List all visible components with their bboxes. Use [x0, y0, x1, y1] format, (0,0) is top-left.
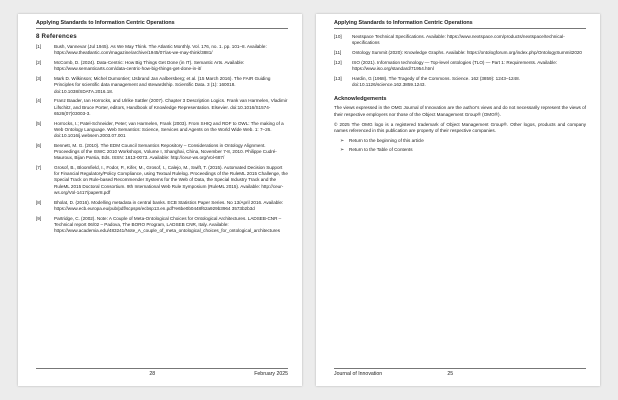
- reference-number: [5]: [36, 120, 42, 126]
- arrow-bullet-icon: ➢: [340, 147, 345, 154]
- reference-item: [36, 216, 288, 235]
- acknowledgements-paragraph: The views expressed in the OMG Journal of Innovation are the author's views and do not necessarily represent the views of their respective employers nor those of the Object Management Group® (OMG®).: [334, 105, 586, 117]
- page-number: 28: [149, 371, 156, 377]
- right-page: [316, 14, 600, 386]
- reference-item: [334, 60, 586, 72]
- reference-number: [13]: [334, 75, 342, 81]
- reference-text: Mark D. Wilkinson; Michel Dumontier; IJsbrand Jan Aalbersberg; et al. (15 March 2016). The FAIR Guiding Principles for scientific data management and stewardship. Scientific Data. 3 (1): 160018. doi:10.1038/SDATA.2016.18.: [54, 76, 271, 94]
- reference-text[interactable]: McComb, D. (2024). Data-Centric: How Big Things Get Done (in IT). Semantic Arts. Available: https://www.semanticarts.com/data-centric-how-big-things-get-done-in-it/: [54, 60, 245, 72]
- reference-number: [9]: [36, 215, 42, 221]
- reference-text[interactable]: Bholat, D. (2016). Modelling metadata in central banks. ECB Statistics Paper Series. No 13/April 2016. Available: https://www.ecb.europa.eu/pub/pdf/scpsps/ecbsp13.en.pdf?e6be0b0448f62a929b3964 3573b2b3d: [54, 199, 284, 211]
- reference-item: [36, 98, 288, 117]
- reference-number: [6]: [36, 142, 42, 148]
- reference-text[interactable]: Grosof, B., Bloomfield, I., Fodor, P., Kifer, M., Grosof, I., Calejo, M., Swift, T. (2015). Automated Decision Support for Financial Regulatory/Policy Compliance, using Textual Rulelog. Proceedings of the RuleML 2015 Challenge, the Special Track on Rule-based Recommender Systems for the Web of Data, the Special Industry Track and the RuleML 2015 Doctoral Consortium. 9th International Web Rule Symposium (RuleML 2015). Available: http://ceur-ws.org/Vol-1417/paper8.pdf: [54, 165, 288, 195]
- reference-list: [36, 44, 288, 234]
- return-article-label[interactable]: Return to the beginning of this article: [349, 138, 424, 144]
- reference-item: [36, 165, 288, 196]
- reference-number: [2]: [36, 60, 42, 66]
- page-content: [334, 34, 586, 157]
- reference-number: [8]: [36, 199, 42, 205]
- reference-text: Hardin, G (1968). The Tragedy of the Commons. Science. 162 (3859): 1243–1248. doi:10.1126/science.162.3859.1243.: [352, 75, 520, 87]
- reference-text[interactable]: ISO (2021). Information technology — Top-level ontologies (TLO) — Part 1: Requirements. Available: https://www.iso.org/standard/71954.html: [352, 59, 558, 71]
- reference-text: Franz Baader, Ian Horrocks, and Ulrike Sattler (2007). Chapter 3 Description Logics. Frank van Harmelen, Vladimir Lifschitz, and Bruce Porter, editors, Handbook of Knowledge Representation. Elsevier. doi:10.1016/S1574-6526(07)03003-3.: [54, 98, 288, 116]
- reference-list: [334, 34, 586, 88]
- page-number: 25: [447, 371, 454, 377]
- return-toc-link[interactable]: [340, 147, 586, 153]
- reference-item: [36, 76, 288, 95]
- acknowledgements-title: Acknowledgements: [334, 96, 387, 103]
- footer-journal: Journal of Innovation: [334, 371, 383, 377]
- reference-number: [12]: [334, 59, 342, 65]
- page-footer: [36, 368, 288, 379]
- section-title: 8 References: [36, 33, 77, 40]
- page-header: Applying Standards to Information Centric Operations: [36, 20, 288, 29]
- reference-number: [4]: [36, 98, 42, 104]
- reference-item: [334, 76, 586, 88]
- reference-item: [36, 44, 288, 56]
- page-header: Applying Standards to Information Centric Operations: [334, 20, 586, 29]
- reference-number: [11]: [334, 50, 342, 55]
- reference-number: [10]: [334, 34, 342, 39]
- reference-item: [334, 34, 586, 46]
- reference-text[interactable]: Nextspace Technical Specifications. Available: https://www.nextspace.com/products/nextspace/technical-specifications: [352, 34, 565, 46]
- arrow-bullet-icon: ➢: [340, 138, 345, 145]
- left-page: [18, 14, 302, 386]
- reference-item: [334, 50, 586, 56]
- return-article-link[interactable]: [340, 138, 586, 144]
- copyright-paragraph: © 2025 The OMG logo is a registered trademark of Object Management Group®. Other logos, products and company names referenced in this publication are property of their respective companies.: [334, 121, 586, 134]
- reference-number: [3]: [36, 76, 42, 82]
- reference-text[interactable]: Bush, Vannevar (Jul 1945). As We May Think. The Atlantic Monthly. Vol. 176, no. 1. pp. 101–8. Available: https://www.theatlantic.com/magazine/archive/1945/07/as-we-may-think/3881/: [54, 44, 267, 56]
- reference-number: [7]: [36, 165, 42, 171]
- page-content: [36, 34, 288, 238]
- reference-text: Horrocks, I.; Patel-Schneider, Peter; van Harmelen, Frank (2003). From SHIQ and RDF to OWL: The making of a Web Ontology Language. Web Semantics: Science, Services and Agents on the World Wide Web. 1: 7–26. doi:10.1016/j.websem.2003.07.001: [54, 120, 284, 139]
- page-footer: [334, 368, 586, 379]
- reference-item: [36, 143, 288, 162]
- reference-item: [36, 200, 288, 212]
- footer-date: February 2025: [254, 371, 288, 377]
- reference-text[interactable]: Bennett, M. G. (2010). The EDM Council Semantics Repository – Considerations in Ontology Alignment. Proceedings of the ISWC 2010 Workshops, Volume I, Shanghai, China, November 7-8, 2010. Philippe Cudré-Mauroux, Bijan Parsia, Eds. ISSN: 1613-0073. Available: http://ceur-ws.org/Vol-687/: [54, 142, 277, 161]
- reference-number: [1]: [36, 44, 42, 50]
- reference-item: [36, 60, 288, 72]
- return-toc-label[interactable]: Return to the Table of Contents: [349, 147, 413, 153]
- reference-item: [36, 121, 288, 140]
- reference-text[interactable]: Partridge, C. (2002). Note: A Couple of Meta-Ontological Choices for Ontological Architectures. LADSEB-CNR – Technical report 06/02 – Padova, The BORO Program, LADSEB CNR, Italy. Available: https://www.academia.edu/483241/Note_A_couple_of_meta_ontological_choices_for_ontological_architectures: [54, 215, 282, 234]
- reference-text[interactable]: Ontology Summit (2020): Knowledge Graphs. Available: https://ontologforum.org/index.php/OntologySummit2020: [352, 50, 582, 55]
